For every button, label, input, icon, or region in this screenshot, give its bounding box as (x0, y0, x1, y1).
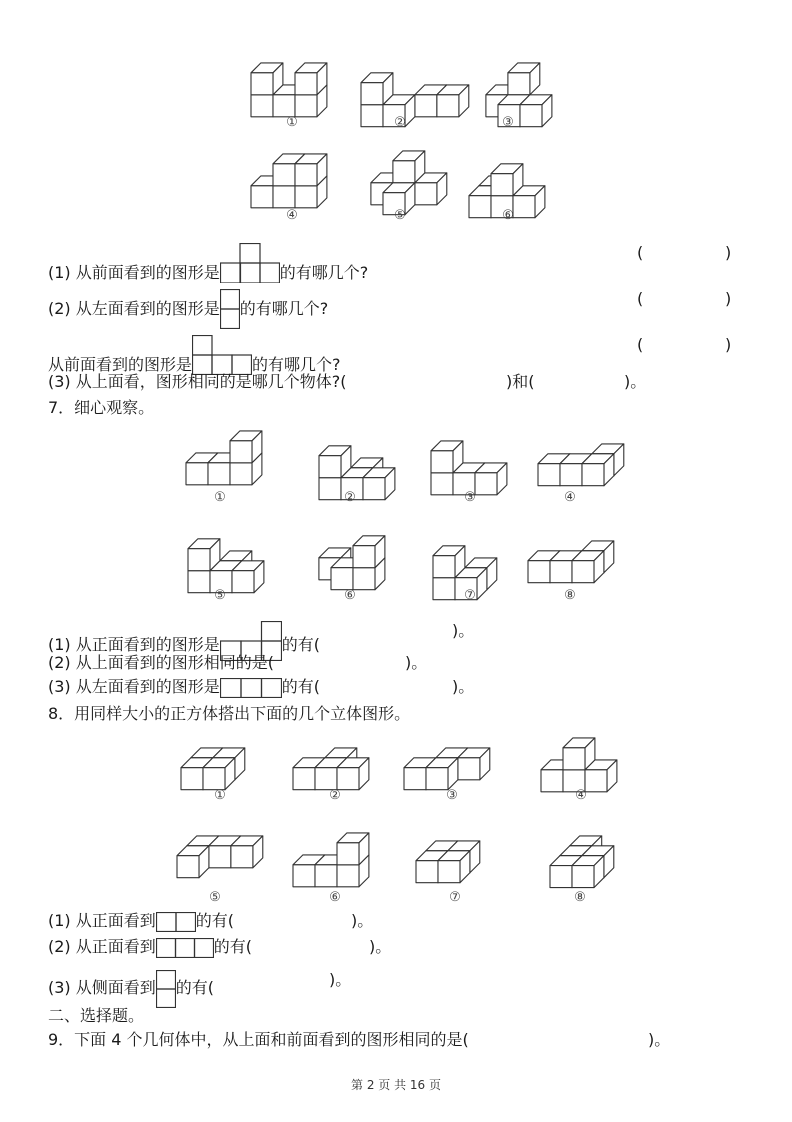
q6-figure-5 (360, 140, 458, 216)
q8-figure-label-1: ① (214, 788, 226, 803)
shape-row-2 (156, 912, 196, 931)
q6-question-2 (48, 289, 328, 319)
q8-q1-suffix: 的有( (195, 911, 235, 930)
answer-blank-close: ) (725, 335, 732, 354)
shape-l-left (192, 335, 252, 375)
q6-q2-text: (2) 从左面看到的图形是 (48, 299, 220, 318)
q7-q1-suffix: 的有( (281, 635, 321, 654)
q7-figure-8 (527, 530, 625, 584)
q6-figure-label-6: ⑥ (502, 208, 514, 223)
q7-figure-label-2: ② (344, 490, 356, 505)
q7-figure-label-5: ⑤ (214, 588, 226, 603)
q7-question-2 (48, 653, 274, 673)
page-footer: 第 2 页 共 16 页 (351, 1078, 441, 1092)
q7-q1-text: (1) 从正面看到的图形是 (48, 635, 220, 654)
q8-figure-label-3: ③ (446, 788, 458, 803)
q7-q3-suffix: 的有( (281, 677, 321, 696)
q8-figure-3 (403, 737, 501, 791)
q7-figure-label-1: ① (214, 490, 226, 505)
q6-figure-1 (250, 52, 338, 118)
q7-figure-label-7: ⑦ (464, 588, 476, 603)
q8-figure-label-7: ⑦ (449, 890, 461, 905)
q6-figure-label-2: ② (394, 115, 406, 130)
q9-close: )。 (648, 1030, 671, 1049)
q8-q2-close: )。 (369, 937, 392, 956)
q7-q2-close: )。 (405, 653, 428, 672)
q6-q2-suffix: 的有哪几个? (239, 299, 329, 318)
q7-figure-label-3: ③ (464, 490, 476, 505)
q8-figure-7 (415, 830, 491, 884)
q7-figure-5 (187, 518, 285, 594)
q6-figure-label-5: ⑤ (394, 208, 406, 223)
q6-question-3 (48, 372, 347, 392)
q8-question-1 (48, 911, 234, 931)
q7-figure-2 (318, 425, 416, 501)
q8-figure-label-5: ⑤ (209, 890, 221, 905)
q6-figure-label-1: ① (286, 115, 298, 130)
q8-q1-close: )。 (351, 911, 374, 930)
q6-figure-label-4: ④ (286, 208, 298, 223)
q7-q2-text: (2) 从上面看到的图形相同的是( (48, 653, 274, 672)
answer-blank-close: ) (725, 243, 732, 262)
shape-front-t (220, 243, 280, 283)
shape-row-3 (156, 938, 214, 957)
q6-q3-end: )。 (624, 372, 647, 391)
q7-figure-label-6: ⑥ (344, 588, 356, 603)
q8-figure-label-4: ④ (575, 788, 587, 803)
q8-figure-4 (540, 727, 628, 793)
q7-figure-3 (430, 430, 518, 496)
q7-question-1 (48, 621, 320, 655)
q7-title: 7．细心观察。 (48, 398, 155, 417)
answer-blank-open: ( (637, 335, 644, 354)
q8-question-3 (48, 970, 214, 998)
question-9 (48, 1030, 469, 1050)
q8-figure-label-8: ⑧ (574, 890, 586, 905)
section-2-title: 二、选择题。 (48, 1006, 145, 1025)
q7-q3-text: (3) 从左面看到的图形是 (48, 677, 220, 696)
q8-figure-5 (176, 825, 274, 879)
q6-figure-label-3: ③ (502, 115, 514, 130)
q7-figure-label-4: ④ (564, 490, 576, 505)
q6-question-2b (48, 335, 341, 375)
q8-question-2 (48, 937, 252, 957)
q8-figure-8 (549, 825, 635, 889)
answer-blank-close: ) (725, 289, 732, 308)
q6-q2b-text: 从前面看到的图形是 (48, 355, 193, 374)
q6-figure-4 (250, 143, 338, 209)
q6-q1-text: (1) 从前面看到的图形是 (48, 263, 220, 282)
q8-figure-label-6: ⑥ (329, 890, 341, 905)
q8-q2-suffix: 的有( (213, 937, 253, 956)
q7-question-3 (48, 677, 320, 697)
q6-q3-text: (3) 从上面看，图形相同的是哪几个物体?( (48, 372, 347, 391)
q6-q2b-suffix: 的有哪几个? (252, 355, 341, 374)
q6-figure-2 (360, 52, 480, 128)
q8-q2-text: (2) 从正面看到 (48, 937, 156, 956)
q6-question-1 (48, 243, 368, 283)
answer-blank-open: ( (637, 289, 644, 308)
q8-figure-1 (180, 737, 256, 791)
shape-row-3 (220, 678, 282, 697)
q8-figure-6 (292, 822, 380, 888)
q7-figure-4 (537, 433, 635, 487)
q8-figure-label-2: ② (329, 788, 341, 803)
q8-title: 8．用同样大小的正方体搭出下面的几个立体图形。 (48, 704, 411, 723)
q8-q3-text: (3) 从侧面看到 (48, 978, 156, 997)
shape-vertical-2 (220, 289, 240, 319)
q7-q3-close: )。 (452, 677, 475, 696)
q7-figure-label-8: ⑧ (564, 588, 576, 603)
shape-l-right (220, 621, 282, 655)
q6-q1-suffix: 的有哪几个? (279, 263, 369, 282)
q8-figure-2 (292, 737, 390, 791)
q8-q1-text: (1) 从正面看到 (48, 911, 156, 930)
q8-q3-close: )。 (329, 970, 352, 989)
q7-figure-1 (185, 420, 273, 486)
q8-q3-suffix: 的有( (175, 978, 215, 997)
q6-q3-mid: )和( (506, 372, 535, 391)
q6-figure-3 (475, 52, 573, 128)
answer-blank-open: ( (637, 243, 644, 262)
q9-text: 9．下面 4 个几何体中，从上面和前面看到的图形相同的是( (48, 1030, 469, 1049)
q7-q1-close: )。 (452, 621, 475, 640)
shape-vertical-2 (156, 970, 176, 998)
q7-figure-6 (308, 515, 406, 591)
